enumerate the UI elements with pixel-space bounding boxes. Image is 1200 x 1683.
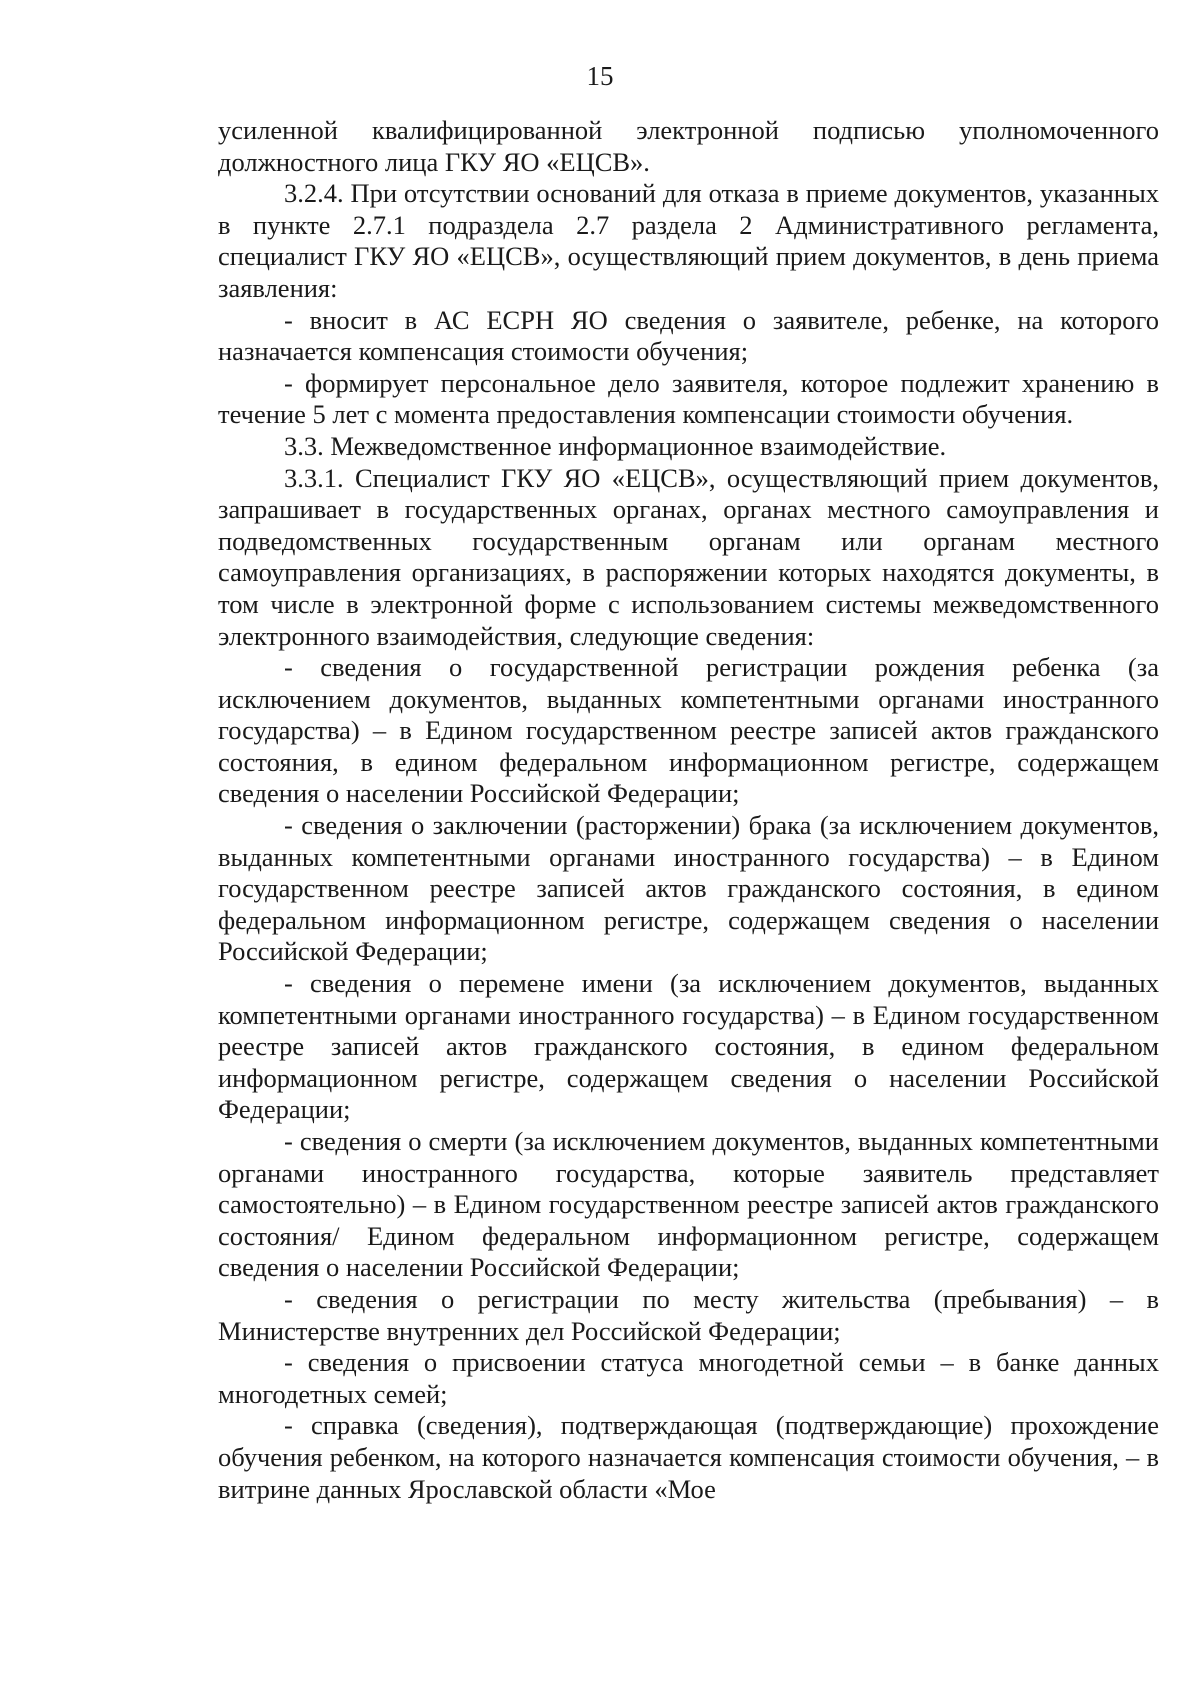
paragraph-3-2-4: 3.2.4. При отсутствии оснований для отказа в приеме документов, указанных в пункте 2.7.1 подраздела 2.7 раздела 2 Административного регламента, специалист ГКУ ЯО «ЕЦСВ», осуществляющий прием документов, в день приема заявления: bbox=[218, 178, 1159, 303]
list-item-birth-registration: - сведения о государственной регистрации рождения ребенка (за исключением документов, выданных компетентными органами иностранного государства) – в Едином государственном реестре записей актов гражданского состояния, в едином федеральном информационном регистре, содержащем сведения о населении Российской Федерации; bbox=[218, 652, 1159, 809]
list-item-personal-file: - формирует персональное дело заявителя, которое подлежит хранению в течение 5 лет с момента предоставления компенсации стоимости обучения. bbox=[218, 367, 1159, 430]
list-item-marriage: - сведения о заключении (расторжении) брака (за исключением документов, выданных компетентными органами иностранного государства) – в Едином государственном реестре записей актов гражданского состояния, в едином федеральном информационном регистре, содержащем сведения о населении Российской Федерации; bbox=[218, 810, 1159, 967]
list-item-enter-data: - вносит в АС ЕСРН ЯО сведения о заявителе, ребенке, на которого назначается компенсация стоимости обучения; bbox=[218, 304, 1159, 367]
paragraph-continuation: усиленной квалифицированной электронной подписью уполномоченного должностного лица ГКУ ЯО «ЕЦСВ». bbox=[218, 115, 1159, 177]
list-item-name-change: - сведения о перемене имени (за исключением документов, выданных компетентными органами иностранного государства) – в Едином государственном реестре записей актов гражданского состояния, в едином федеральном информационном регистре, содержащем сведения о населении Российской Федерации; bbox=[218, 968, 1159, 1125]
page-number: 15 bbox=[586, 61, 614, 91]
list-item-residence: - сведения о регистрации по месту жительства (пребывания) – в Министерстве внутренних дел Российской Федерации; bbox=[218, 1283, 1159, 1346]
list-item-large-family: - сведения о присвоении статуса многодетной семьи – в банке данных многодетных семей; bbox=[218, 1347, 1159, 1409]
paragraph-3-3-1: 3.3.1. Специалист ГКУ ЯО «ЕЦСВ», осуществляющий прием документов, запрашивает в государственных органах, органах местного самоуправления и подведомственных государственным органам или органам местного самоуправления организациях, в распоряжении которых находятся документы, в том числе в электронной форме с использованием системы межведомственного электронного взаимодействия, следующие сведения: bbox=[218, 462, 1159, 651]
section-heading-3-3: 3.3. Межведомственное информационное взаимодействие. bbox=[284, 430, 947, 461]
list-item-death: - сведения о смерти (за исключением документов, выданных компетентными органами иностранного государства, которые заявитель представляет самостоятельно) – в Едином государственном реестре записей актов гражданского состояния/ Едином федеральном информационном регистре, содержащем сведения о населении Российской Федерации; bbox=[218, 1126, 1159, 1283]
list-item-education-certificate: - справка (сведения), подтверждающая (подтверждающие) прохождение обучения ребенком, на которого назначается компенсация стоимости обучения, – в витрине данных Ярославской области «Мое bbox=[218, 1410, 1159, 1504]
document-body bbox=[218, 115, 1159, 1505]
